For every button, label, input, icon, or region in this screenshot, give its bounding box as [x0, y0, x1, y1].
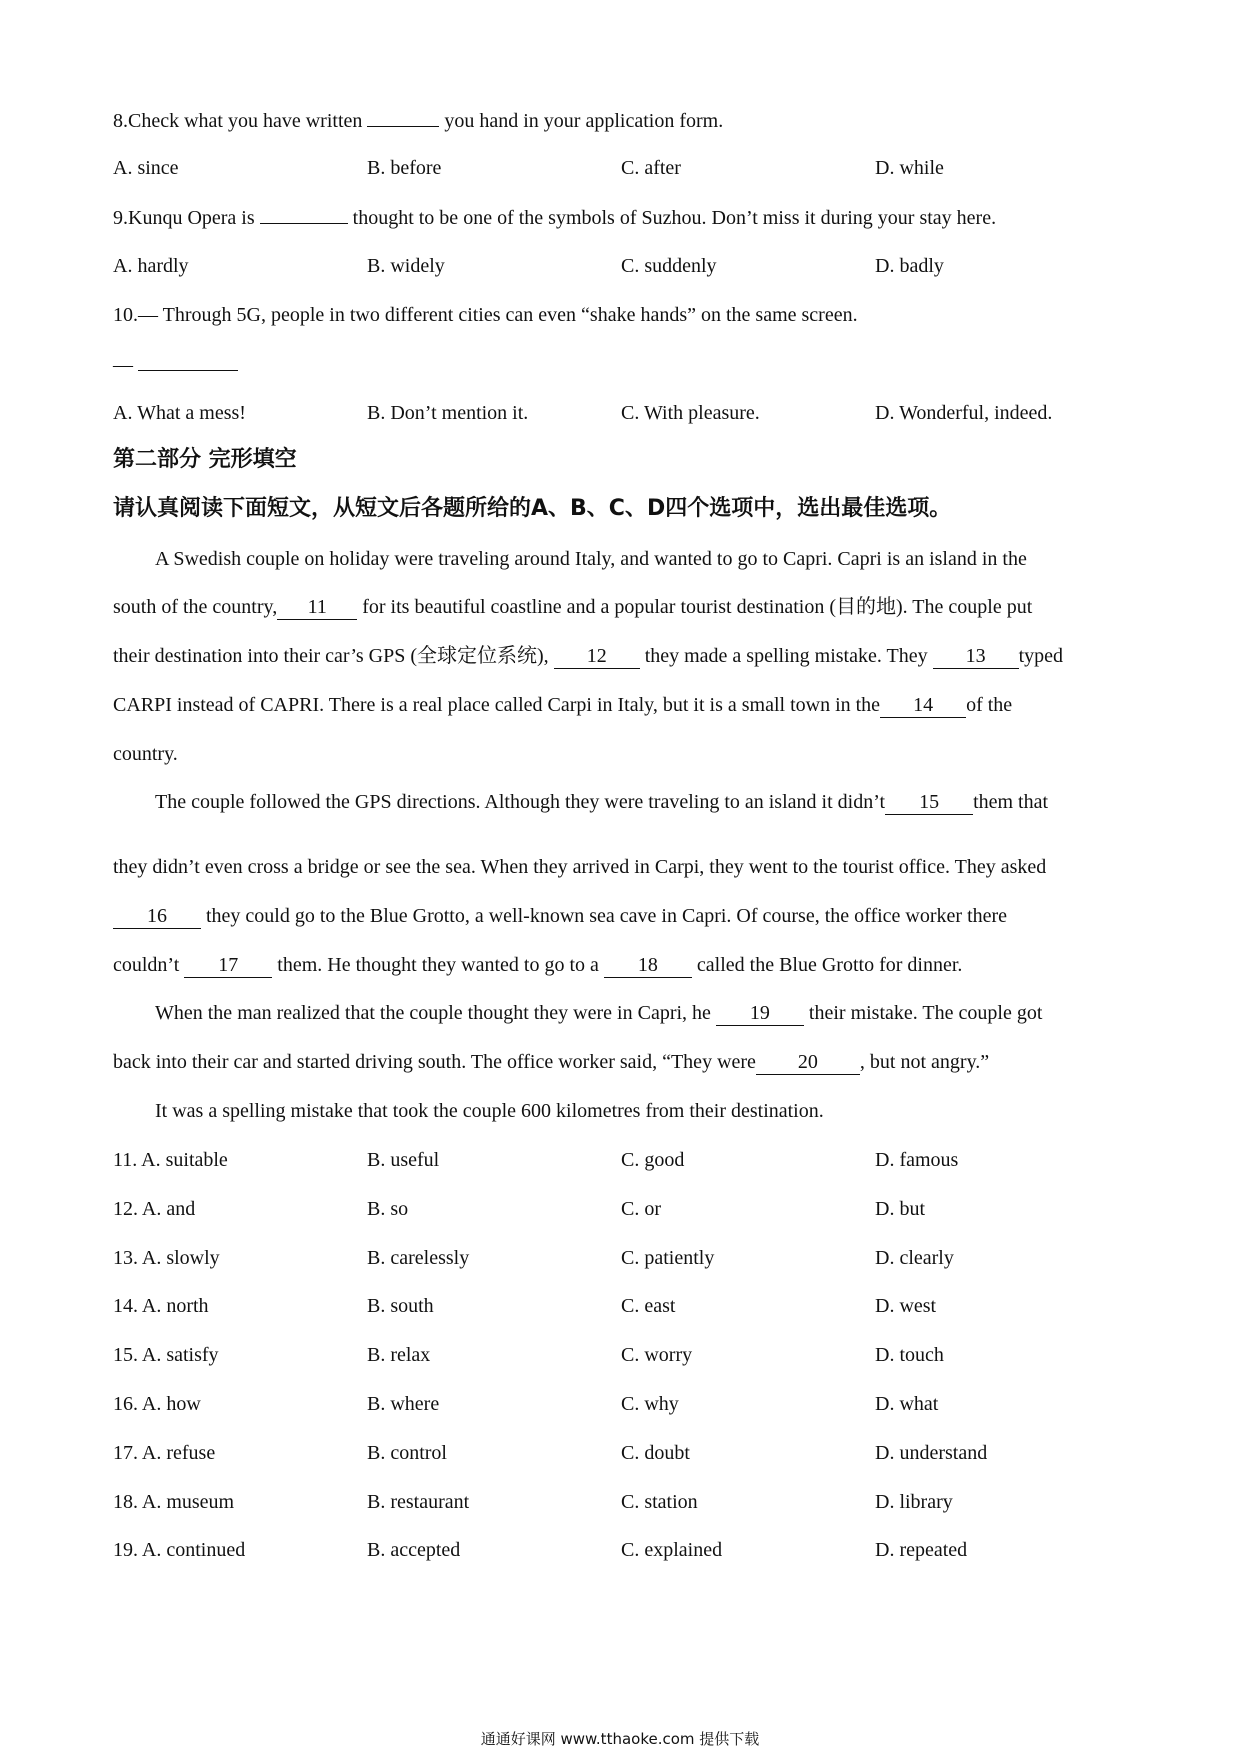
passage-line: When the man realized that the couple thought they were in Capri, he 19 their mistake. The couple got — [155, 1002, 1043, 1024]
option: 11. A. suitable — [113, 1149, 228, 1171]
option: 14. A. north — [113, 1295, 209, 1317]
blank-15: 15 — [885, 790, 973, 815]
option: D. Wonderful, indeed. — [875, 402, 1053, 424]
option: C. doubt — [621, 1442, 690, 1464]
option: B. widely — [367, 255, 445, 277]
option: C. east — [621, 1295, 676, 1317]
question-8-stem: 8.Check what you have written you hand in your application form. — [113, 106, 1143, 135]
option: B. relax — [367, 1344, 431, 1366]
blank-20: 20 — [756, 1050, 860, 1075]
option: D. what — [875, 1393, 939, 1415]
option: A. since — [113, 157, 179, 179]
option: 17. A. refuse — [113, 1442, 216, 1464]
option: C. worry — [621, 1344, 693, 1366]
passage-line: CARPI instead of CAPRI. There is a real place called Carpi in Italy, but it is a small town in the 14 of the — [113, 694, 1013, 716]
blank-14: 14 — [880, 693, 966, 718]
passage-line: It was a spelling mistake that took the couple 600 kilometres from their destination. — [155, 1100, 824, 1122]
passage-line: south of the country, 11 for its beautiful coastline and a popular tourist destination (目的地). The couple put — [113, 596, 1033, 618]
option: C. patiently — [621, 1247, 715, 1269]
passage-line: country. — [113, 743, 178, 765]
option: 18. A. museum — [113, 1491, 235, 1513]
blank-18: 18 — [604, 953, 692, 978]
option: D. understand — [875, 1442, 988, 1464]
section-title: 第二部分 完形填空 — [113, 447, 297, 472]
option: 19. A. continued — [113, 1539, 246, 1561]
blank-16: 16 — [113, 904, 201, 929]
option: B. so — [367, 1198, 409, 1220]
passage-line: couldn’t 17 them. He thought they wanted to go to a 18 called the Blue Grotto for dinner. — [113, 954, 963, 976]
passage-line: A Swedish couple on holiday were traveling around Italy, and wanted to go to Capri. Capri is an island in the — [155, 548, 1027, 570]
passage-line: they didn’t even cross a bridge or see the sea. When they arrived in Carpi, they went to the tourist office. They asked — [113, 856, 1047, 878]
blank-11: 11 — [277, 595, 357, 620]
option: D. west — [875, 1295, 937, 1317]
option: D. library — [875, 1491, 953, 1513]
option: 15. A. satisfy — [113, 1344, 219, 1366]
passage-line: their destination into their car’s GPS (全球定位系统), 12 they made a spelling mistake. They 13 typed — [113, 645, 1064, 667]
option: C. or — [621, 1198, 661, 1220]
answer-blank — [367, 106, 439, 127]
blank-17: 17 — [184, 953, 272, 978]
option: D. while — [875, 157, 944, 179]
option: B. accepted — [367, 1539, 461, 1561]
passage-line: 16 they could go to the Blue Grotto, a well-known sea cave in Capri. Of course, the office worker there — [113, 902, 1143, 930]
option: C. With pleasure. — [621, 402, 760, 424]
option: C. after — [621, 157, 681, 179]
option: B. where — [367, 1393, 440, 1415]
question-10-reply: — — [113, 350, 1143, 379]
option: 12. A. and — [113, 1198, 196, 1220]
answer-blank — [138, 350, 238, 371]
blank-13: 13 — [933, 644, 1019, 669]
option: C. explained — [621, 1539, 723, 1561]
page-footer: 通通好课网 www.tthaoke.com 提供下载 — [480, 1730, 760, 1748]
option: C. station — [621, 1491, 698, 1513]
option: B. carelessly — [367, 1247, 470, 1269]
option: A. What a mess! — [113, 402, 246, 424]
answer-blank — [260, 203, 348, 224]
option: B. useful — [367, 1149, 440, 1171]
question-10-stem: 10.— Through 5G, people in two different cities can even “shake hands” on the same screen. — [113, 304, 858, 326]
option: C. good — [621, 1149, 685, 1171]
option: C. suddenly — [621, 255, 717, 277]
blank-12: 12 — [554, 644, 640, 669]
option: D. clearly — [875, 1247, 954, 1269]
option: B. Don’t mention it. — [367, 402, 529, 424]
option: B. before — [367, 157, 442, 179]
blank-19: 19 — [716, 1001, 804, 1026]
option: 16. A. how — [113, 1393, 201, 1415]
passage-line: The couple followed the GPS directions. Although they were traveling to an island it didn’t 15 them that — [155, 791, 1049, 813]
option: B. restaurant — [367, 1491, 470, 1513]
option: D. repeated — [875, 1539, 968, 1561]
option: D. badly — [875, 255, 944, 277]
option: 13. A. slowly — [113, 1247, 220, 1269]
option: C. why — [621, 1393, 679, 1415]
option: B. south — [367, 1295, 434, 1317]
option: D. but — [875, 1198, 925, 1220]
option: A. hardly — [113, 255, 189, 277]
question-9-stem: 9.Kunqu Opera is thought to be one of the symbols of Suzhou. Don’t miss it during your stay here. — [113, 203, 1143, 232]
option: D. famous — [875, 1149, 959, 1171]
section-instruction: 请认真阅读下面短文，从短文后各题所给的A、B、C、D四个选项中，选出最佳选项。 — [113, 496, 952, 521]
passage-line: back into their car and started driving south. The office worker said, “They were 20 , but not angry.” — [113, 1051, 990, 1073]
option: D. touch — [875, 1344, 944, 1366]
option: B. control — [367, 1442, 447, 1464]
